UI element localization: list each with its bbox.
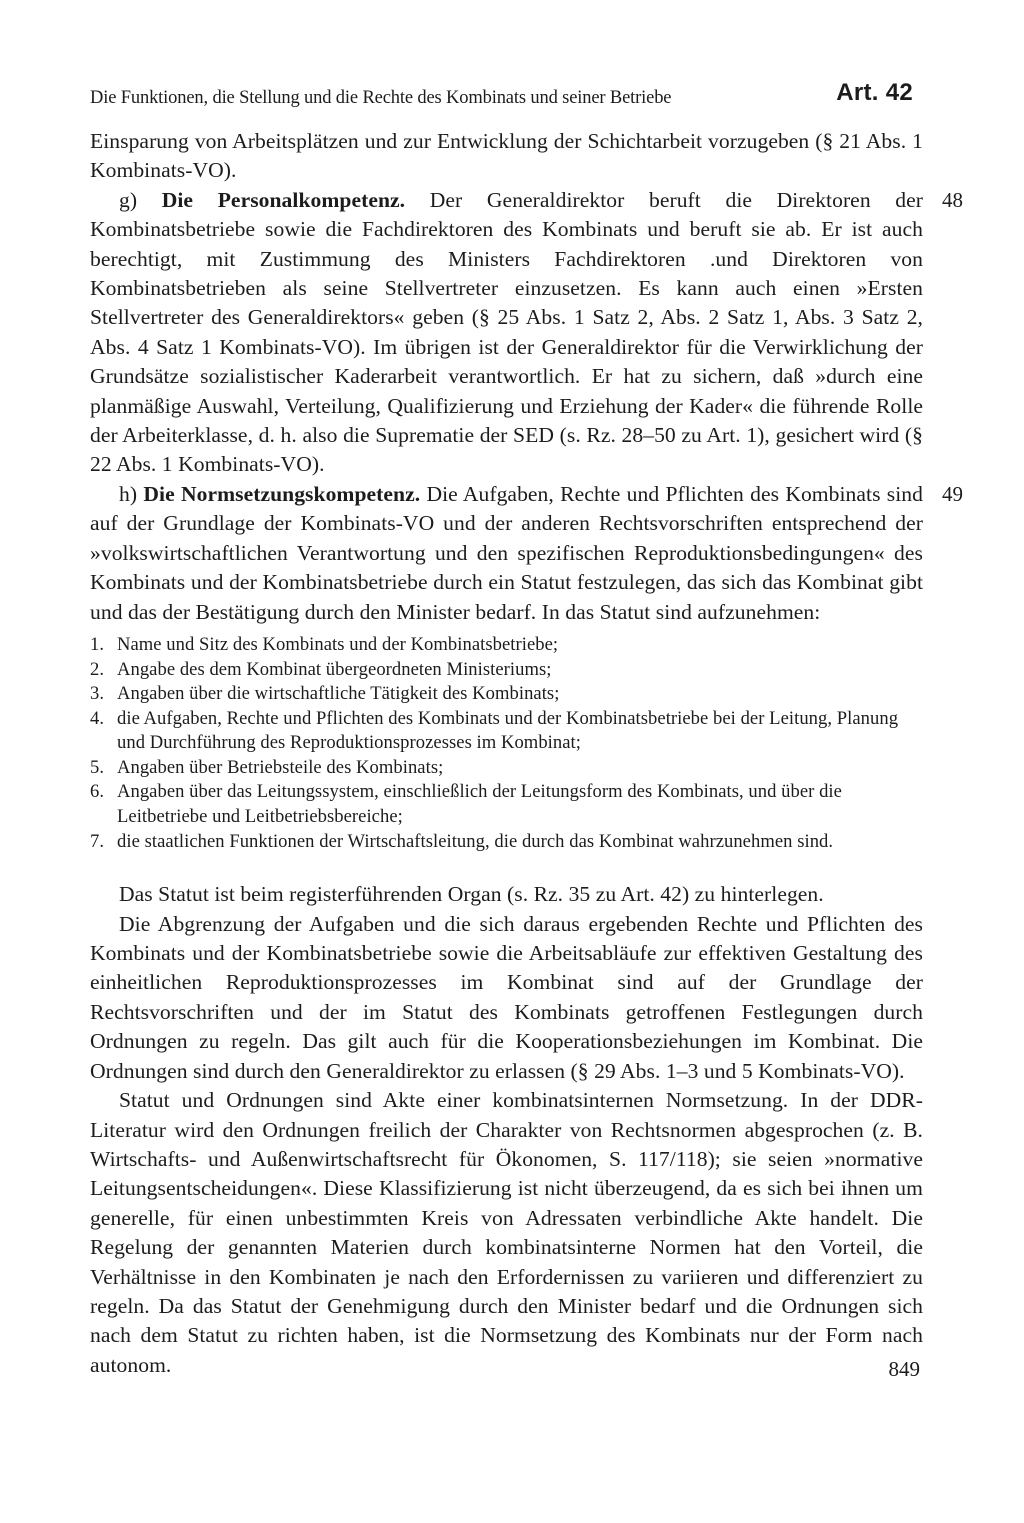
list-item: [90, 682, 923, 707]
list-item-text: Angaben über das Leitungssystem, einschließlich der Leitungsform des Kombinats, und über die Leitbetriebe und Leitbetriebsbereiche;: [117, 781, 842, 828]
paragraph-personalkompetenz: [90, 186, 964, 480]
list-item: [90, 633, 923, 658]
paragraph-normsetzungskompetenz: [90, 480, 964, 627]
list-item-text: Angabe des dem Kombinat übergeordneten Ministeriums;: [117, 658, 552, 680]
list-item-number: 1.: [90, 633, 105, 655]
running-head-title: Die Funktionen, die Stellung und die Rechte des Kombinats und seiner Betriebe: [90, 88, 672, 108]
list-item-number: 5.: [90, 756, 105, 778]
run-in-heading-personalkompetenz: Die Personalkompetenz.: [161, 187, 406, 212]
paragraph-text: Der Generaldirektor beruft die Direktoren der Kombinatsbetriebe sowie die Fachdirektoren des Kombinats und beruft sie ab. Er ist auch berechtigt, mit Zustimmung des Ministers Fachdirektoren .und Direktoren von Kombinatsbetrieben als seine Stellvertreter einzusetzen. Es kann auch einen »Ersten Stellvertreter des Generaldirektors« geben (§ 25 Abs. 1 Satz 2, Abs. 2 Satz 1, Abs. 3 Satz 2, Abs. 4 Satz 1 Kombinats-VO). Im übrigen ist der Generaldirektor für die Verwirklichung der Grundsätze sozialistischer Kaderarbeit verantwortlich. Er hat zu sichern, daß »durch eine planmäßige Auswahl, Verteilung, Qualifizierung und Erziehung der Kader« die führende Rolle der Arbeiterklasse, d. h. also die Suprematie der SED (s. Rz. 28–50 zu Art. 1), gesichert wird (§ 22 Abs. 1 Kombinats-VO).: [90, 187, 924, 477]
margin-number-49: 49: [942, 481, 964, 506]
list-item: [90, 830, 923, 855]
article-number: Art. 42: [836, 79, 913, 106]
list-item-number: 3.: [90, 683, 105, 705]
list-item-number: 4.: [90, 707, 105, 729]
list-item-number: 7.: [90, 830, 105, 852]
page-number: 849: [888, 1357, 920, 1381]
list-item: [90, 707, 923, 756]
margin-number-48: 48: [942, 187, 964, 212]
list-item-text: Name und Sitz des Kombinats und der Kombinatsbetriebe;: [117, 633, 559, 655]
paragraph-ordnungen: Die Abgrenzung der Aufgaben und die sich daraus ergebenden Rechte und Pflichten des Kombinats und der Kombinatsbetriebe sowie die Arbeitsabläufe zur effektiven Gestaltung des einheitlichen Reproduktionsprozesses im Kombinat sind auf der Grundlage der Rechtsvorschriften und der im Statut des Kombinats getroffenen Festlegungen durch Ordnungen zu regeln. Das gilt auch für die Kooperationsbeziehungen im Kombinat. Die Ordnungen sind durch den Generaldirektor zu erlassen (§ 29 Abs. 1–3 und 5 Kombinats-VO).: [90, 911, 923, 1083]
list-item-number: 6.: [90, 781, 105, 803]
list-item-text: Angaben über die wirtschaftliche Tätigkeit des Kombinats;: [117, 683, 560, 705]
statute-contents-list: [90, 633, 923, 854]
list-item-text: die Aufgaben, Rechte und Pflichten des Kombinats und der Kombinatsbetriebe bei der Leitung, Planung und Durchführung des Reproduktionsprozesses im Kombinat;: [117, 707, 899, 754]
item-letter-g: g): [119, 187, 138, 212]
list-item: [90, 780, 923, 829]
list-item: [90, 658, 923, 683]
paragraph-normsetzung: Statut und Ordnungen sind Akte einer kombinatsinternen Normsetzung. In der DDR-Literatur wird den Ordnungen freilich der Charakter von Rechtsnormen abgesprochen (z. B. Wirtschafts- und Außenwirtschaftsrecht für Ökonomen, S. 117/118); sie seien »normative Leitungsentscheidungen«. Diese Klassifizierung ist nicht überzeugend, da es sich bei ihnen um generelle, für einen unbestimmten Kreis von Adressaten verbindliche Akte handelt. Die Regelung der genannten Materien durch kombinatsinterne Normen hat den Vorteil, die Verhältnisse in den Kombinaten je nach den Erfordernissen zu variieren und differenziert zu regeln. Da das Statut der Genehmigung durch den Minister bedarf und die Ordnungen sich nach dem Statut zu richten haben, ist die Normsetzung des Kombinats nur der Form nach autonom.: [90, 1088, 923, 1377]
body-text: [90, 127, 964, 1380]
list-item: [90, 756, 923, 781]
paragraph-continuation: Einsparung von Arbeitsplätzen und zur Entwicklung der Schichtarbeit vorzugeben (§ 21 Abs. 1 Kombinats-VO).: [90, 129, 923, 183]
item-letter-h: h): [119, 481, 138, 506]
paragraph-text: Die Aufgaben, Rechte und Pflichten des Kombinats sind auf der Grundlage der Kombinats-VO und der anderen Rechtsvorschriften entsprechend der »volkswirtschaftlichen Verantwortung und den spezifischen Reproduktionsbedingungen« des Kombinats und der Kombinatsbetriebe durch ein Statut festzulegen, das sich das Kombinat gibt und das der Bestätigung durch den Minister bedarf. In das Statut sind aufzunehmen:: [90, 481, 924, 624]
list-item-text: Angaben über Betriebsteile des Kombinats;: [117, 756, 444, 778]
running-head: [90, 79, 920, 116]
list-item-text: die staatlichen Funktionen der Wirtschaftsleitung, die durch das Kombinat wahrzunehmen sind.: [117, 830, 834, 852]
run-in-heading-normsetzungskompetenz: Die Normsetzungskompetenz.: [143, 481, 421, 506]
list-item-number: 2.: [90, 658, 105, 680]
paragraph-register: Das Statut ist beim registerführenden Organ (s. Rz. 35 zu Art. 42) zu hinterlegen.: [119, 882, 824, 907]
